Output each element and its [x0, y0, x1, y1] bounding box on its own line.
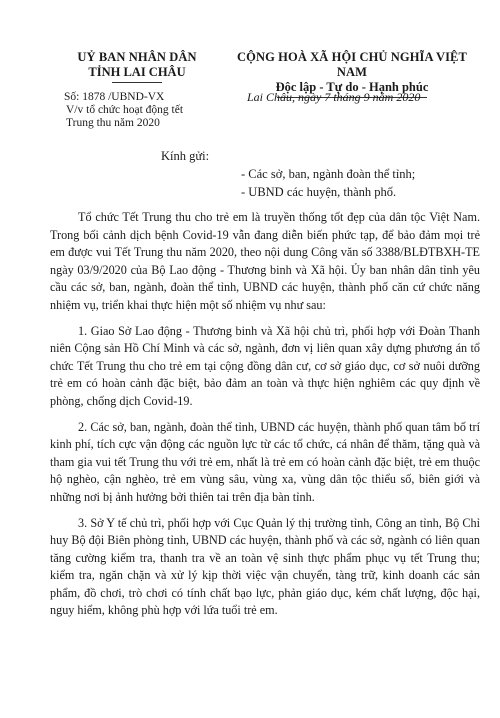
body-paragraph-2: 2. Các sở, ban, ngành, đoàn thể tỉnh, UBND các huyện, thành phố quan tâm bố trí kinh phí, tích cực vận động các nguồn lực từ các tổ chức, cá nhân để thăm, tặng quà và tham gia vui tết Trung thu với trẻ em, nhất là trẻ em có hoàn cảnh đặc biệt, trẻ em thuộc hộ nghèo, cận nghèo, trẻ em vùng sâu, vùng xa, vùng dân tộc thiểu số, biên giới và những nơi bị ảnh hưởng bởi thiên tai trên địa bàn tỉnh. [50, 419, 480, 504]
subject-line-1: V/v tổ chức hoạt động tết [66, 104, 184, 116]
body-paragraph-3: 3. Sở Y tế chủ trì, phối hợp với Cục Quản lý thị trường tỉnh, Công an tỉnh, Bộ Chỉ huy Bộ đội Biên phòng tỉnh, UBND các huyện, thành phố và các sở, ngành có liên quan tăng cường kiểm tra, thanh tra về an toàn vệ sinh thực phẩm phục vụ tết Trung thu; kiểm tra, ngăn chặn và xử lý kịp thời việc vận chuyển, tàng trữ, kinh doanh các sản phẩm, đồ chơi, trò chơi có tính chất bạo lực, phản giáo dục, kém chất lượng, độc hại, nguy hiểm, không phù hợp với lứa tuổi trẻ em. [50, 515, 480, 618]
national-motto: Độc lập - Tự do - Hạnh phúc [275, 80, 429, 94]
document-number: Số: 1878 /UBND-VX [64, 91, 165, 103]
authority-underline [112, 82, 162, 83]
document-reference [64, 91, 183, 130]
recipients-label: Kính gửi: [161, 149, 210, 163]
recipient-item: - Các sở, ban, ngành đoàn thể tỉnh; [241, 167, 416, 181]
body-paragraph-1: 1. Giao Sở Lao động - Thương binh và Xã hội chủ trì, phối hợp với Đoàn Thanh niên Cộng sản Hồ Chí Minh và các sở, ngành, đơn vị liên quan xây dựng phương án tổ chức Tết Trung thu cho trẻ em tại cộng đồng dân cư, cơ sở giáo dục, cơ sở nuôi dưỡng trẻ em có hoàn cảnh đặc biệt, bảo đảm an toàn và thực hiện nghiêm các quy định về phòng, chống dịch Covid-19. [50, 323, 480, 408]
document-date: Lai Châu, ngày 7 tháng 9 năm 2020 [247, 90, 421, 104]
issuing-authority-block [52, 50, 222, 83]
national-title: CỘNG HOÀ XÃ HỘI CHỦ NGHĨA VIỆT NAM [237, 50, 467, 79]
body-paragraph-intro: Tổ chức Tết Trung thu cho trẻ em là truyền thống tốt đẹp của dân tộc Việt Nam. Trong bối cảnh dịch bệnh Covid-19 vẫn đang diễn biến phức tạp, để bảo đảm mọi trẻ em được vui Tết Trung thu năm 2020, theo nội dung Công văn số 3388/BLĐTBXH-TE ngày 03/9/2020 của Bộ Lao động - Thương binh và Xã hội. Ủy ban nhân dân tỉnh yêu cầu các sở, ban, ngành, đoàn thể tỉnh, UBND các huyện, thành phố căn cứ chức năng nhiệm vụ, triển khai thực hiện một số nhiệm vụ như sau: [50, 210, 480, 312]
issuing-province: TỈNH LAI CHÂU [88, 65, 186, 79]
document-body [50, 209, 480, 628]
issuing-authority-name: UỶ BAN NHÂN DÂN [77, 50, 197, 64]
recipient-item: - UBND các huyện, thành phố. [241, 185, 397, 199]
subject-line-2: Trung thu năm 2020 [66, 117, 160, 129]
